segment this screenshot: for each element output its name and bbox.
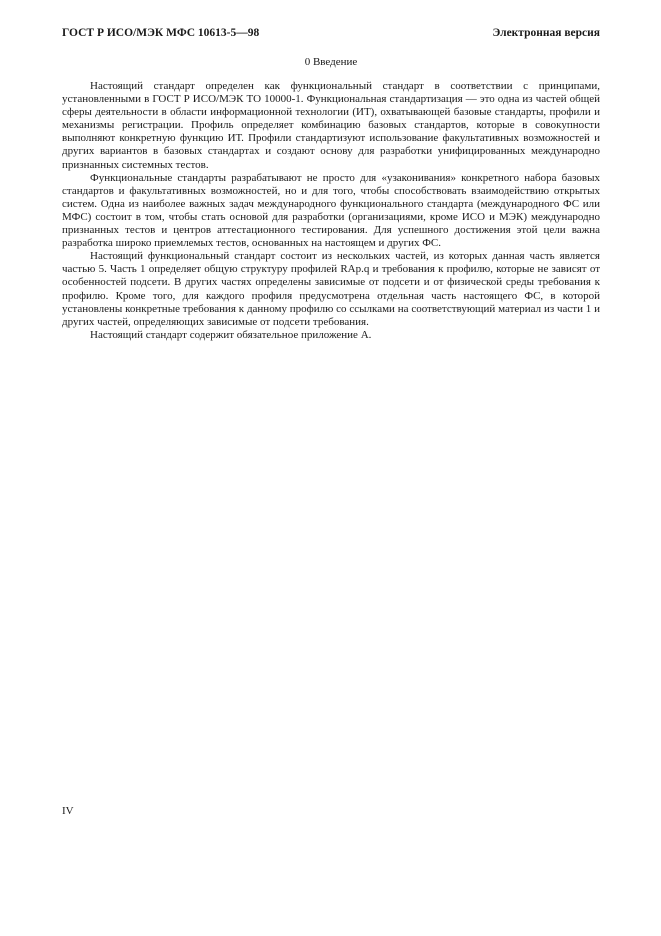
page-header [62,27,600,39]
section-title: 0 Введение [304,56,358,68]
paragraph: Функциональные стандарты разрабатывают не просто для «узаконивания» конкретного набора базовых стандартов и факультативных возможностей, но и для того, чтобы способствовать взаимодействию открытых систем. Одна из наиболее важных задач международного функционального стандарта (международного ФС или МФС) состоит в том, чтобы стать основой для разработки (организациями, кроме ИСО и МЭК) международно признанных тестов и центров аттестационного тестирования. Для успешного достижения этой цели важна разработка широко приемлемых тестов, основанных на настоящем и других ФС. [62,171,600,250]
paragraph: Настоящий функциональный стандарт состоит из нескольких частей, из которых данная часть является частью 5. Часть 1 определяет общую структуру профилей RAp.q и требования к профилю, которые не зависят от особенностей подсети. В других частях определены зависимые от подсети и от физической среды требования к профилю. Кроме того, для каждого профиля предусмотрена отдельная часть настоящего ФС, в которой установлены конкретные требования к данному профилю со ссылками на соответствующий материал из части 1 и других частей, определяющих зависимые от подсети требования. [62,250,600,328]
paragraph: Настоящий стандарт содержит обязательное приложение А. [90,328,372,341]
page-number: IV [62,805,74,817]
standard-designation: ГОСТ Р ИСО/МЭК МФС 10613-5—98 [62,27,260,39]
version-label: Электронная версия [492,27,600,39]
paragraph: Настоящий стандарт определен как функциональный стандарт в соответствии с принципами, установленными в ГОСТ Р ИСО/МЭК ТО 10000-1. Функциональная стандартизация — это одна из частей общей сферы деятельности в области информационной технологии (ИТ), охватывающей базовые стандарты, профили и механизмы регистрации. Профиль определяет комбинацию базовых стандартов, которые в совокупности выполняют конкретную функцию ИТ. Профили стандартизуют использование факультативных возможностей и других вариантов в базовых стандартах и создают основу для разработки унифицированных международно признанных системных тестов. [62,80,600,171]
body-text [62,80,600,342]
